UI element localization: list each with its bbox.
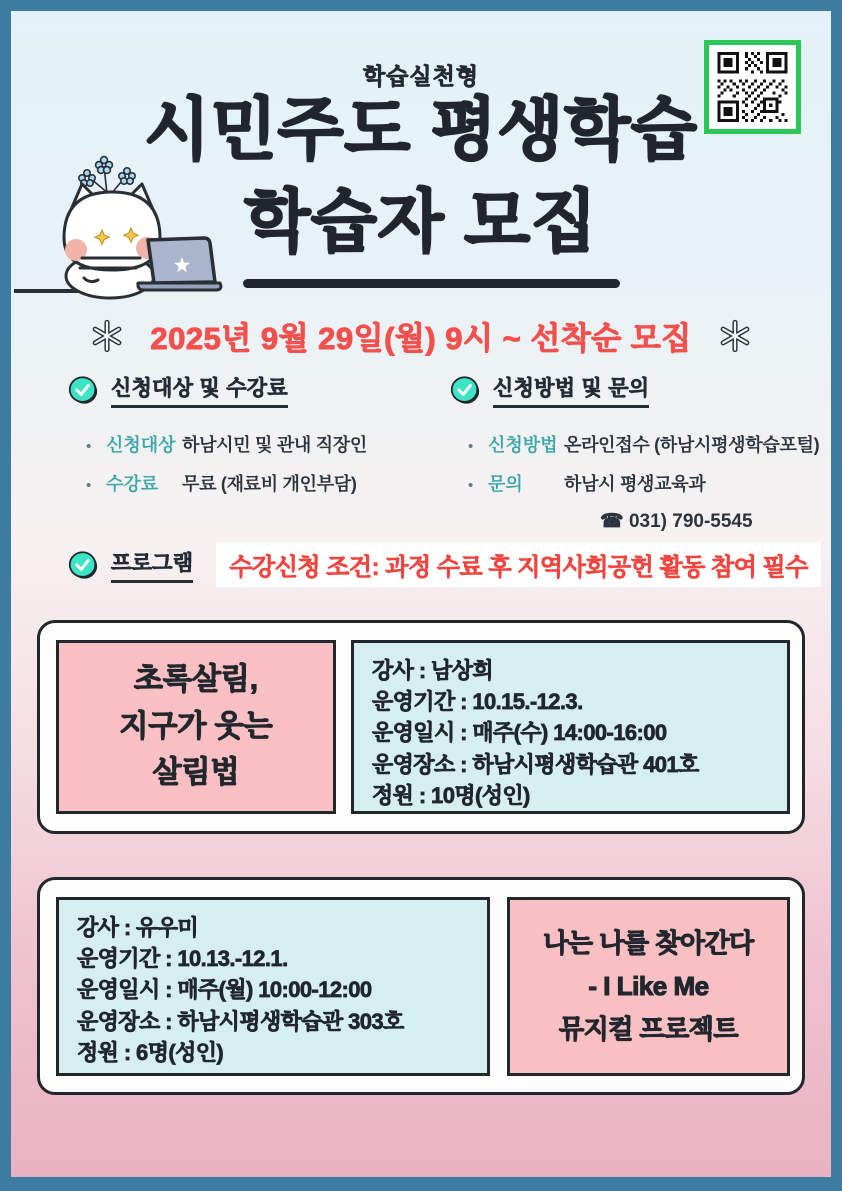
apply-items — [468, 418, 819, 533]
list-item — [468, 470, 819, 496]
program-1-location: 운영장소 : 하남시평생학습관 401호 — [372, 751, 699, 777]
section-apply-header — [450, 372, 819, 408]
section-program-title: 프로그램 — [111, 547, 193, 583]
program-2-title-line: - I Like Me — [588, 971, 709, 1002]
item-label: 수강료 — [106, 474, 159, 494]
section-program-header — [68, 542, 821, 587]
item-value: 온라인접수 (하남시평생학습포털) — [564, 435, 820, 455]
contact-phone: ☎ 031) 790-5545 — [600, 511, 753, 532]
program-1-title-line: 살림법 — [152, 756, 240, 790]
item-label: 신청방법 — [488, 435, 558, 455]
bullet-dot: • — [86, 438, 92, 455]
list-item — [86, 431, 367, 457]
bullet-dot: • — [468, 438, 474, 455]
program-1-instructor: 강사 : 남상희 — [372, 658, 494, 683]
eligibility-items — [86, 418, 367, 496]
item-label: 문의 — [488, 474, 523, 494]
program-1-capacity: 정원 : 10명(성인) — [372, 782, 530, 808]
program-1-details-box — [351, 640, 790, 814]
check-circle-icon — [68, 375, 98, 405]
sparkle-asterisk-icon — [718, 319, 752, 353]
program-2-period: 운영기간 : 10.13.-12.1. — [77, 946, 288, 972]
program-condition-text: 수강신청 조건: 과정 수료 후 지역사회공헌 활동 참여 필수 — [216, 542, 821, 587]
program-1-schedule: 운영일시 : 매주(수) 14:00-16:00 — [372, 720, 667, 746]
program-2-title-box — [507, 897, 790, 1076]
program-type-badge: 학습실천형 — [362, 63, 480, 89]
poster-title-line2: 학습자 모집 — [244, 184, 598, 260]
program-1-title-box — [56, 640, 336, 814]
program-card-2 — [37, 877, 805, 1095]
program-2-capacity: 정원 : 6명(성인) — [77, 1039, 224, 1065]
item-value: 하남시민 및 관내 직장인 — [182, 435, 367, 455]
program-1-title-line: 초록살림, — [133, 663, 259, 697]
program-2-title-line: 나는 나를 찾아간다 — [543, 928, 754, 959]
check-circle-icon — [450, 375, 480, 405]
program-card-1 — [37, 620, 805, 834]
program-1-title-line: 지구가 웃는 — [119, 709, 273, 743]
program-2-details-box — [56, 897, 490, 1076]
bullet-dot: • — [468, 477, 474, 494]
section-eligibility-header — [68, 372, 367, 408]
list-item — [468, 431, 819, 457]
poster-title-line1: 시민주도 평생학습 — [144, 92, 698, 168]
section-apply — [450, 372, 819, 533]
title-underline — [243, 279, 620, 288]
section-apply-title: 신청방법 및 문의 — [493, 372, 649, 408]
recruit-notice-row — [0, 313, 842, 358]
item-value: 하남시 평생교육과 — [564, 474, 706, 494]
list-item — [86, 470, 367, 496]
check-circle-icon — [68, 550, 98, 580]
sparkle-asterisk-icon — [90, 319, 124, 353]
recruit-notice-text: 2025년 9월 29일(월) 9시 ~ 선착순 모집 — [150, 321, 692, 356]
section-eligibility — [68, 372, 367, 496]
section-eligibility-title: 신청대상 및 수강료 — [111, 372, 288, 408]
item-value: 무료 (재료비 개인부담) — [182, 474, 357, 494]
program-2-schedule: 운영일시 : 매주(월) 10:00-12:00 — [77, 977, 372, 1003]
bullet-dot: • — [86, 477, 92, 494]
program-1-period: 운영기간 : 10.15.-12.3. — [372, 689, 583, 715]
program-2-title-line: 뮤지컬 프로젝트 — [558, 1013, 739, 1044]
program-2-location: 운영장소 : 하남시평생학습관 303호 — [77, 1008, 404, 1034]
item-label: 신청대상 — [106, 435, 176, 455]
program-2-instructor: 강사 : 유우미 — [77, 915, 199, 940]
